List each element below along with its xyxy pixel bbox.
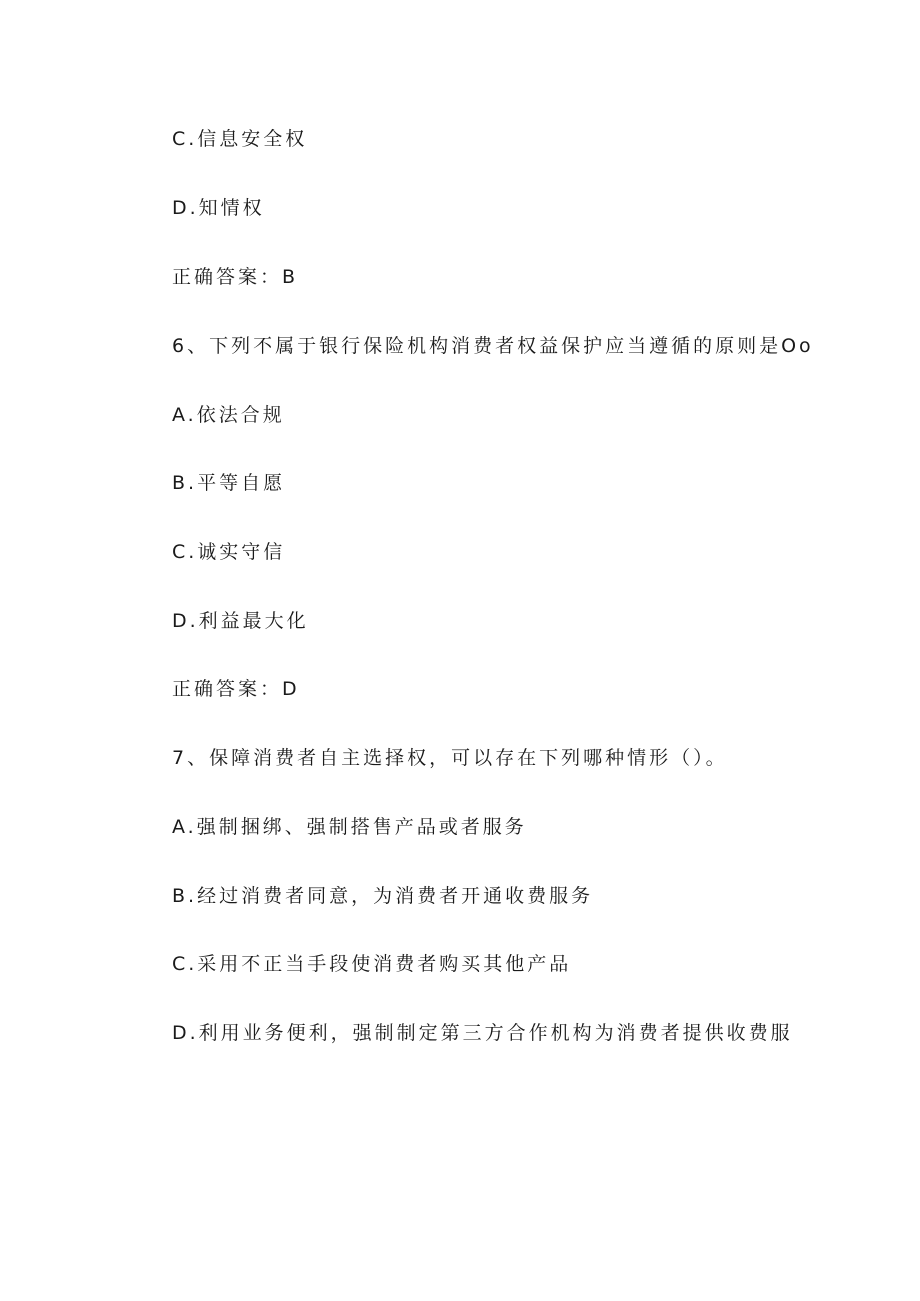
q7-question-stem: 7、保障消费者自主选择权，可以存在下列哪种情形（）。 [172, 747, 728, 769]
q7-option-d: D.利用业务便利，强制制定第三方合作机构为消费者提供收费服 [172, 1022, 793, 1044]
q6-correct-answer: 正确答案：D [172, 678, 300, 700]
q5-option-c: C.信息安全权 [172, 128, 308, 150]
q6-option-b: B.平等自愿 [172, 472, 286, 494]
q6-option-d: D.利益最大化 [172, 610, 309, 632]
q6-question-stem: 6、下列不属于银行保险机构消费者权益保护应当遵循的原则是Oo [172, 335, 814, 357]
q7-option-c: C.采用不正当手段使消费者购买其他产品 [172, 953, 572, 975]
q6-option-a: A.依法合规 [172, 404, 285, 426]
q5-correct-answer: 正确答案：B [172, 266, 299, 288]
q6-option-c: C.诚实守信 [172, 541, 286, 563]
q7-option-b: B.经过消费者同意，为消费者开通收费服务 [172, 885, 594, 907]
q5-option-d: D.知情权 [172, 197, 265, 219]
q7-option-a: A.强制捆绑、强制搭售产品或者服务 [172, 816, 527, 838]
